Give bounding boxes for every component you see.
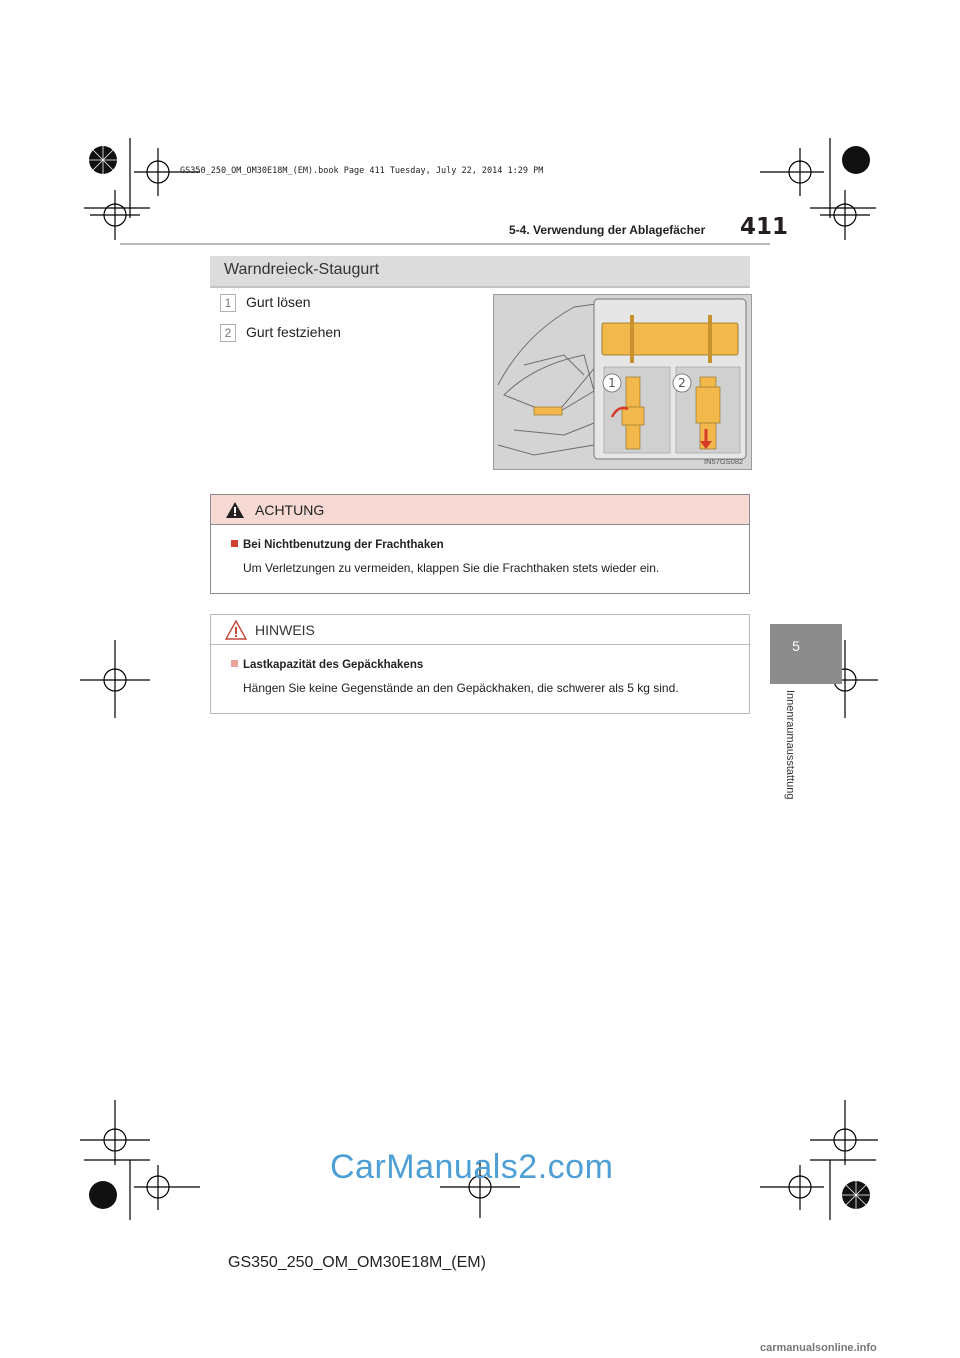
watermark-site: carmanualsonline.info xyxy=(760,1342,877,1354)
figure-code: IN57GS082 xyxy=(704,457,744,466)
footer-doc-code: GS350_250_OM_OM30E18M_(EM) xyxy=(228,1254,486,1271)
strap-illustration xyxy=(493,294,752,470)
running-header-section: 5-4. Verwendung der Ablagefächer xyxy=(509,223,706,237)
header-rule xyxy=(120,243,770,245)
step-item xyxy=(220,294,311,312)
bullet-square-icon xyxy=(231,540,238,547)
print-info-line: GS350_250_OM_OM30E18M_(EM).book Page 411 Tuesday, July 22, 2014 1:29 PM xyxy=(180,166,544,176)
watermark: CarManuals2.com xyxy=(330,1148,614,1186)
warning-title-text: Bei Nichtbenutzung der Frachthaken xyxy=(243,539,444,551)
bullet-square-icon xyxy=(231,660,238,667)
notice-title xyxy=(231,659,423,671)
callout-2: 2 xyxy=(678,376,686,390)
warning-label: ACHTUNG xyxy=(255,502,325,518)
section-heading-text: Warndreieck-Staugurt xyxy=(224,261,380,278)
warning-box xyxy=(210,494,750,594)
warning-triangle-icon xyxy=(225,501,245,519)
chapter-label: Innenraumausstattung xyxy=(784,690,796,800)
warning-title xyxy=(231,539,444,551)
notice-title-text: Lastkapazität des Gepäckhakens xyxy=(243,659,424,671)
chapter-number: 5 xyxy=(792,638,800,654)
notice-triangle-icon xyxy=(225,620,247,640)
warning-text: Um Verletzungen zu vermeiden, klappen Sie die Frachthaken stets wieder ein. xyxy=(243,561,660,575)
step-number: 1 xyxy=(220,294,236,312)
notice-text: Hängen Sie keine Gegenstände an den Gepäckhaken, die schwerer als 5 kg sind. xyxy=(243,681,679,695)
step-text: Gurt lösen xyxy=(246,294,311,310)
trunk-illustration xyxy=(494,295,751,469)
step-item xyxy=(220,324,341,342)
page-number: 411 xyxy=(740,214,789,240)
chapter-tab xyxy=(770,624,842,684)
notice-label: HINWEIS xyxy=(255,622,315,638)
step-number: 2 xyxy=(220,324,236,342)
notice-header xyxy=(211,615,749,645)
callout-1: 1 xyxy=(608,376,616,390)
step-text: Gurt festziehen xyxy=(246,324,341,340)
warning-header xyxy=(211,495,749,525)
section-heading xyxy=(210,256,750,288)
notice-box xyxy=(210,614,750,714)
